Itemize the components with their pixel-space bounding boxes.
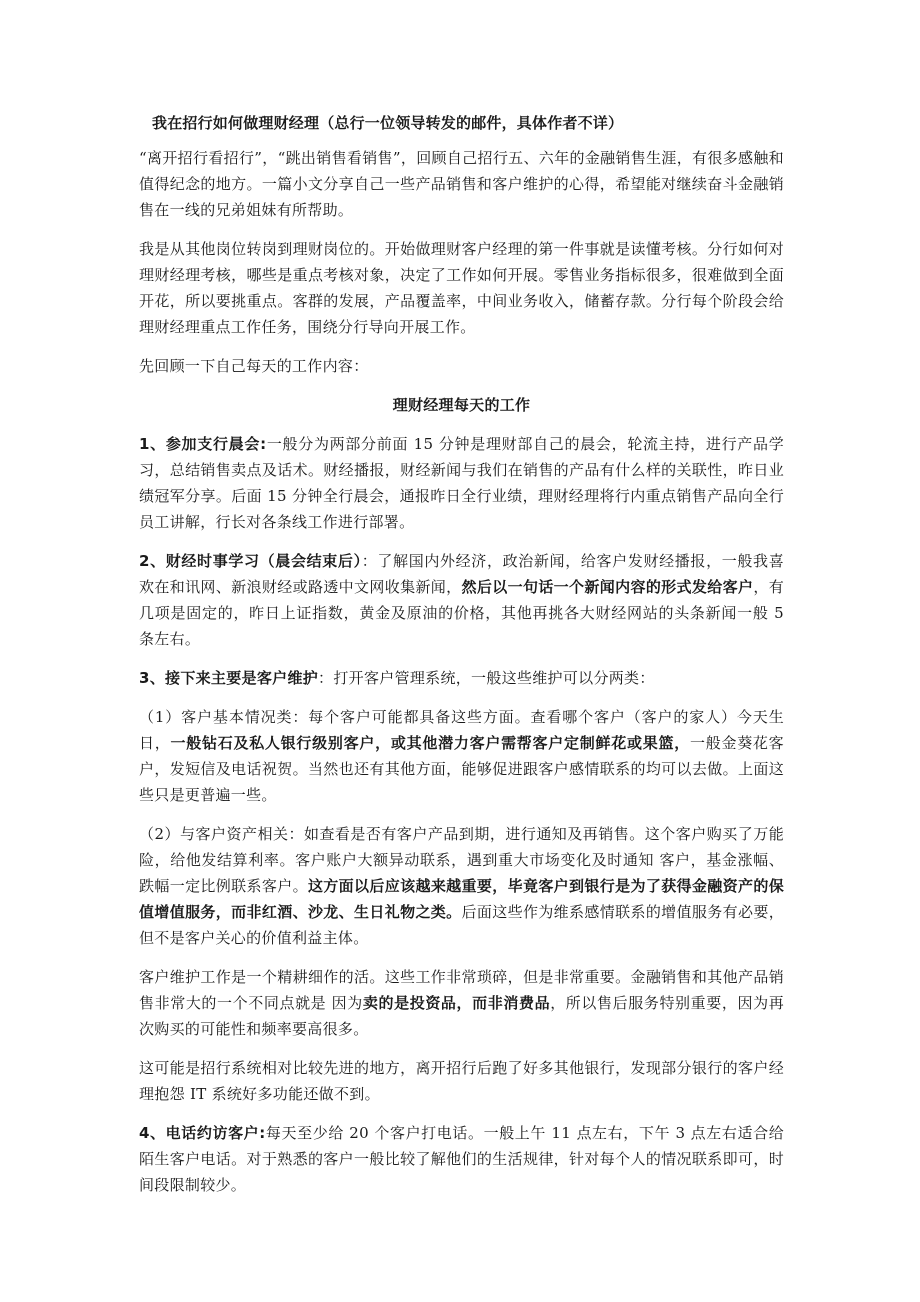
item-3-text: ：打开客户管理系统，一般这些维护可以分两类： [318, 669, 655, 687]
item-4-heading: 4、电话约访客户: [139, 1124, 266, 1142]
item-3-sub-2-text-b: 后面这些作为维系感情联系的增值服务有必要，但不是客户关心的价值利益主体。 [139, 903, 784, 947]
item-3-heading: 3、接下来主要是客户维护 [139, 669, 319, 687]
document-title: 我在招行如何做理财经理（总行一位领导转发的邮件，具体作者不详） [152, 114, 624, 132]
document-body [139, 110, 784, 1211]
intro-paragraph: “离开招行看招行”，“跳出销售看销售”，回顾自己招行五、六年的金融销售生涯，有很多感触和值得纪念的地方。一篇小文分享自己一些产品销售和客户维护的心得，希望能对继续奋斗金融销售在一线的兄弟姐妹有所帮助。 [139, 149, 784, 219]
item-3-sub-2-emphasis: 这方面以后应该越来越重要，毕竟客户到银行是为了获得金融资产的保值增值服务，而非红酒、沙龙、生日礼物之类。 [139, 877, 784, 921]
system-paragraph: 这可能是招行系统相对比较先进的地方，离开招行后跑了好多其他银行，发现部分银行的客户经理抱怨 IT 系统好多功能还做不到。 [139, 1059, 784, 1103]
background-paragraph: 我是从其他岗位转岗到理财岗位的。开始做理财客户经理的第一件事就是读懂考核。分行如何对理财经理考核，哪些是重点考核对象，决定了工作如何开展。零售业务指标很多，很难做到全面开花，所以要挑重点。客群的发展，产品覆盖率，中间业务收入，储蓄存款。分行每个阶段会给理财经理重点工作任务，围绕分行导向开展工作。 [139, 240, 784, 336]
maintenance-text-a: 客户维护工作是一个精耕细作的活。这些工作非常琐碎，但是非常重要。金融销售和其他产品销售非常大的一个不同点就是 因为 [139, 968, 784, 1012]
item-2-text-b: ，有几项是固定的，昨日上证指数，黄金及原油的价格，其他再挑各大财经网站的头条新闻一般 5 条左右。 [139, 578, 785, 648]
item-1-text: 一般分为两部分前面 15 分钟是理财部自己的晨会，轮流主持，进行产品学习，总结销售卖点及话术。财经播报，财经新闻与我们在销售的产品有什么样的关联性，昨日业绩冠军分享。后面 15 分钟全行晨会，通报昨日全行业绩，理财经理将行内重点销售产品向全行员工讲解，行长对各条线工作进行部署。 [139, 435, 784, 531]
item-3-sub-1-text-a: （1）客户基本情况类：每个客户可能都具备这些方面。查看哪个客户（客户的家人）今天生日， [139, 708, 784, 752]
item-3-paragraph [139, 665, 784, 691]
item-3-sub-1-text-b: 一般金葵花客户，发短信及电话祝贺。当然也还有其他方面，能够促进跟客户感情联系的均可以去做。上面这些只是更普遍一些。 [139, 734, 784, 804]
item-2-text-a: ：了解国内外经济，政治新闻，给客户发财经播报，一般我喜欢在和讯网、新浪财经或路透中文网收集新闻， [139, 552, 784, 596]
item-1-paragraph [139, 431, 784, 535]
maintenance-emphasis: 卖的是投资品，而非消费品 [362, 994, 551, 1012]
item-1-heading: 1、参加支行晨会: [139, 435, 267, 453]
section-subtitle: 理财经理每天的工作 [392, 396, 531, 414]
item-3-sub-1-emphasis: 一般钻石及私人银行级别客户，或其他潜力客户需帮客户定制鲜花或果篮， [170, 734, 690, 752]
daily-work-lead: 先回顾一下自己每天的工作内容： [139, 357, 369, 375]
item-2-paragraph [139, 548, 784, 652]
item-3-sub-1-paragraph [139, 704, 784, 808]
maintenance-paragraph [139, 964, 784, 1042]
item-4-paragraph [139, 1120, 784, 1198]
item-4-text: 每天至少给 20 个客户打电话。一般上午 11 点左右，下午 3 点左右适合给陌生客户电话。对于熟悉的客户一般比较了解他们的生活规律，针对每个人的情况联系即可，时间段限制较少。 [139, 1124, 785, 1194]
item-2-heading: 2、财经时事学习（晨会结束后） [139, 552, 362, 570]
item-3-sub-2-paragraph [139, 821, 784, 951]
maintenance-text-b: ，所以售后服务特别重要，因为再次购买的可能性和频率要高很多。 [139, 994, 784, 1038]
item-2-emphasis: 然后以一句话一个新闻内容的形式发给客户 [461, 578, 754, 596]
item-3-sub-2-text-a: （2）与客户资产相关：如查看是否有客户产品到期，进行通知及再销售。这个客户购买了万能险，给他发结算利率。客户账户大额异动联系，遇到重大市场变化及时通知 客户，基金涨幅、跌幅一定比例联系客户。 [139, 825, 784, 895]
